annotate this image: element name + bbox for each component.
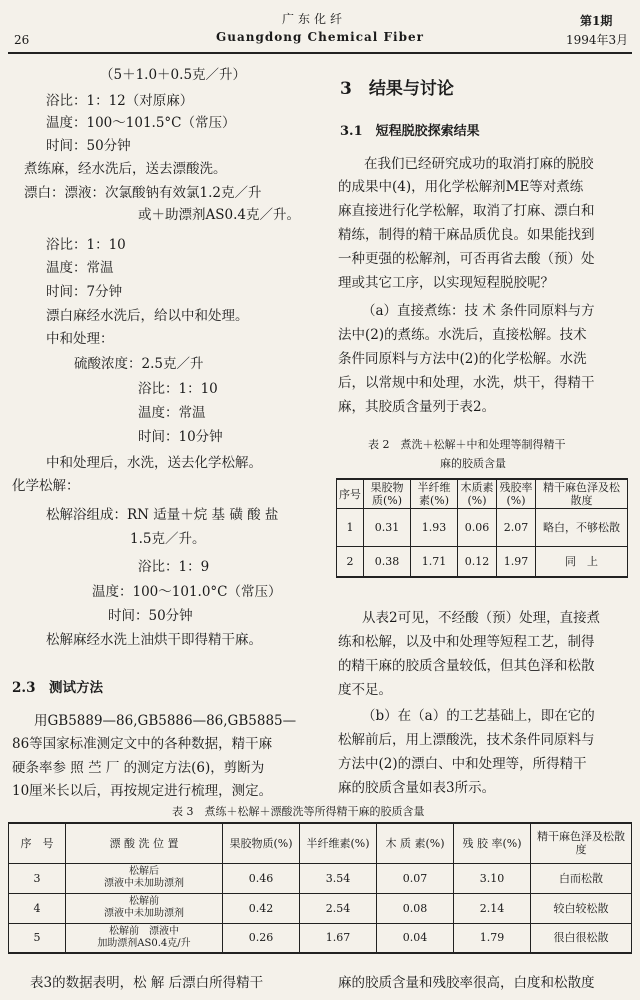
table-header-cell: 半纤维素(%) (411, 479, 458, 509)
text-line: 1.5克／升。 (130, 531, 206, 547)
text-line: 时间：50分钟 (108, 608, 193, 624)
text-line: 漂白：漂液：次氯酸钠有效氯1.2克／升 (24, 185, 262, 201)
text-line: 化学松解： (12, 478, 80, 494)
table-cell: 很白很松散 (531, 923, 632, 953)
table2-caption: 表 2 煮洗＋松解＋中和处理等制得精干 (368, 438, 566, 451)
text-line: （b）在（a）的工艺基础上，即在它的 (362, 708, 595, 724)
table-cell: 2.54 (300, 893, 377, 923)
table-header-cell: 果胶物质(%) (223, 823, 300, 863)
text-line: 后，以常规中和处理，水洗，烘干，得精干 (338, 375, 595, 391)
table-cell: 1.67 (300, 923, 377, 953)
table-cell: 2 (337, 547, 364, 577)
text-line: 时间：7分钟 (46, 284, 123, 300)
table-cell: 0.06 (458, 509, 497, 547)
text-line: 一种更强的松解剂，可否再省去酸（预）处 (338, 251, 595, 267)
text-line: 松解麻经水洗上油烘干即得精干麻。 (46, 632, 262, 648)
text-line: 用GB5889—86,GB5886—86,GB5885— (34, 713, 297, 729)
table-cell: 0.26 (223, 923, 300, 953)
table-row (9, 923, 632, 953)
table-row (9, 893, 632, 923)
text-line: 方法中(2)的漂白、中和处理等，所得精干 (338, 756, 587, 772)
table-cell: 3.10 (454, 863, 531, 893)
text-line: 麻的胶质含量和残胶率很高，白度和松散度 (338, 975, 595, 991)
table-cell: 略白，不够松散 (536, 509, 628, 547)
text-line: 浴比：1：10 (138, 381, 218, 397)
table-cell: 3 (9, 863, 66, 893)
table2-caption-line2: 麻的胶质含量 (440, 457, 506, 470)
text-line: 表3的数据表明，松 解 后漂白所得精干 (30, 975, 264, 991)
table-cell: 白而松散 (531, 863, 632, 893)
text-line: 度不足。 (338, 682, 392, 698)
table-header-cell: 木 质 素(%) (377, 823, 454, 863)
table-header-cell: 序号 (337, 479, 364, 509)
table-row (9, 863, 632, 893)
table-header-cell: 序 号 (9, 823, 66, 863)
text-line: 练和松解，以及中和处理等短程工艺，制得 (338, 634, 595, 650)
table-header-row (337, 479, 628, 509)
table-cell: 1.79 (454, 923, 531, 953)
text-line: 麻的胶质含量如表3所示。 (338, 780, 496, 796)
text-line: 10厘米长以后，再按规定进行梳理，测定。 (12, 783, 273, 799)
table-cell: 1.71 (411, 547, 458, 577)
text-line: 温度：100～101.5°C（常压） (46, 115, 236, 131)
table-row (337, 509, 628, 547)
table-header-cell: 精干麻色泽及松散度 (536, 479, 628, 509)
table-cell: 松解前 漂液中 加助漂剂AS0.4克/升 (66, 923, 223, 953)
text-line: 麻，其胶质含量列于表2。 (338, 399, 496, 415)
table-header-cell: 残胶率(%) (497, 479, 536, 509)
text-line: 的精干麻的胶质含量较低，但其色泽和松散 (338, 658, 595, 674)
table-cell: 4 (9, 893, 66, 923)
table-cell: 0.31 (364, 509, 411, 547)
table-3 (8, 822, 632, 954)
table-2 (336, 478, 628, 578)
text-line: 漂白麻经水洗后，给以中和处理。 (46, 308, 249, 324)
journal-title-cn: 广东化纤 (282, 12, 347, 26)
text-line: 法中(2)的煮练。水洗后，直接松解。技术 (338, 327, 587, 343)
text-line: 在我们已经研究成功的取消打麻的脱胶 (364, 156, 594, 172)
text-line: 的成果中(4)，用化学松解剂ME等对煮练 (338, 179, 584, 195)
table-cell: 0.38 (364, 547, 411, 577)
text-line: 浴比：1：12（对原麻） (46, 93, 194, 109)
section-heading-3: 3 结果与讨论 (340, 79, 454, 99)
section-heading-2-3: 2.3 测试方法 (12, 680, 103, 696)
table-cell: 松解前 漂液中未加助漂剂 (66, 893, 223, 923)
table-row (337, 547, 628, 577)
text-line: （5＋1.0＋0.5克／升） (100, 67, 247, 83)
table-cell: 松解后 漂液中未加助漂剂 (66, 863, 223, 893)
table-cell: 1.93 (411, 509, 458, 547)
table-header-cell: 精干麻色泽及松散度 (531, 823, 632, 863)
table-cell: 0.08 (377, 893, 454, 923)
page-number: 26 (14, 33, 30, 47)
text-line: 浴比：1：10 (46, 237, 126, 253)
text-line: 麻直接进行化学松解，取消了打麻、漂白和 (338, 203, 595, 219)
text-line: 或＋助漂剂AS0.4克／升。 (138, 207, 300, 223)
table-cell: 5 (9, 923, 66, 953)
text-line: 煮练麻，经水洗后，送去漂酸洗。 (24, 161, 227, 177)
text-line: 精练，制得的精干麻品质优良。如果能找到 (338, 227, 595, 243)
table-header-cell: 残 胶 率(%) (454, 823, 531, 863)
table-header-cell: 果胶物质(%) (364, 479, 411, 509)
text-line: 硬条率参 照 苎 厂 的测定方法(6)，剪断为 (12, 760, 265, 776)
text-line: 时间：50分钟 (46, 138, 131, 154)
table-cell: 1 (337, 509, 364, 547)
table-header-cell: 漂 酸 洗 位 置 (66, 823, 223, 863)
text-line: 温度：100～101.0°C（常压） (92, 584, 282, 600)
text-line: 中和处理后，水洗，送去化学松解。 (46, 455, 262, 471)
journal-title-en: Guangdong Chemical Fiber (216, 30, 424, 44)
text-line: 浴比：1：9 (138, 559, 210, 575)
text-line: 时间：10分钟 (138, 429, 223, 445)
text-line: 温度：常温 (46, 260, 114, 276)
section-heading-3-1: 3.1 短程脱胶探索结果 (340, 124, 480, 139)
table-header-cell: 木质素(%) (458, 479, 497, 509)
table-cell: 较白较松散 (531, 893, 632, 923)
text-line: 理或其它工序，以实现短程脱胶呢？ (338, 275, 554, 291)
table-header-cell: 半纤维素(%) (300, 823, 377, 863)
issue-number: 第1期 (580, 14, 613, 28)
text-line: 中和处理： (46, 331, 114, 347)
table-cell: 0.12 (458, 547, 497, 577)
table-cell: 3.54 (300, 863, 377, 893)
table-cell: 1.97 (497, 547, 536, 577)
text-line: 86等国家标准测定文中的各种数据，精干麻 (12, 736, 273, 752)
text-line: 松解浴组成：RN 适量＋烷 基 磺 酸 盐 (46, 507, 279, 523)
table-cell: 同 上 (536, 547, 628, 577)
table-header-row (9, 823, 632, 863)
text-line: 松解前后，用上漂酸洗，技术条件同原料与 (338, 732, 595, 748)
text-line: 硫酸浓度：2.5克／升 (74, 356, 204, 372)
text-line: （a）直接煮练：技 术 条件同原料与方 (362, 303, 595, 319)
text-line: 从表2可见，不经酸（预）处理，直接煮 (362, 610, 601, 626)
table-cell: 0.46 (223, 863, 300, 893)
issue-date: 1994年3月 (566, 33, 629, 47)
table-cell: 0.04 (377, 923, 454, 953)
header-rule (8, 52, 632, 54)
text-line: 温度：常温 (138, 405, 206, 421)
text-line: 条件同原料与方法中(2)的化学松解。水洗 (338, 351, 587, 367)
table-cell: 2.07 (497, 509, 536, 547)
table-cell: 2.14 (454, 893, 531, 923)
table-cell: 0.07 (377, 863, 454, 893)
table3-caption: 表 3 煮练＋松解＋漂酸洗等所得精干麻的胶质含量 (172, 805, 425, 818)
table-cell: 0.42 (223, 893, 300, 923)
